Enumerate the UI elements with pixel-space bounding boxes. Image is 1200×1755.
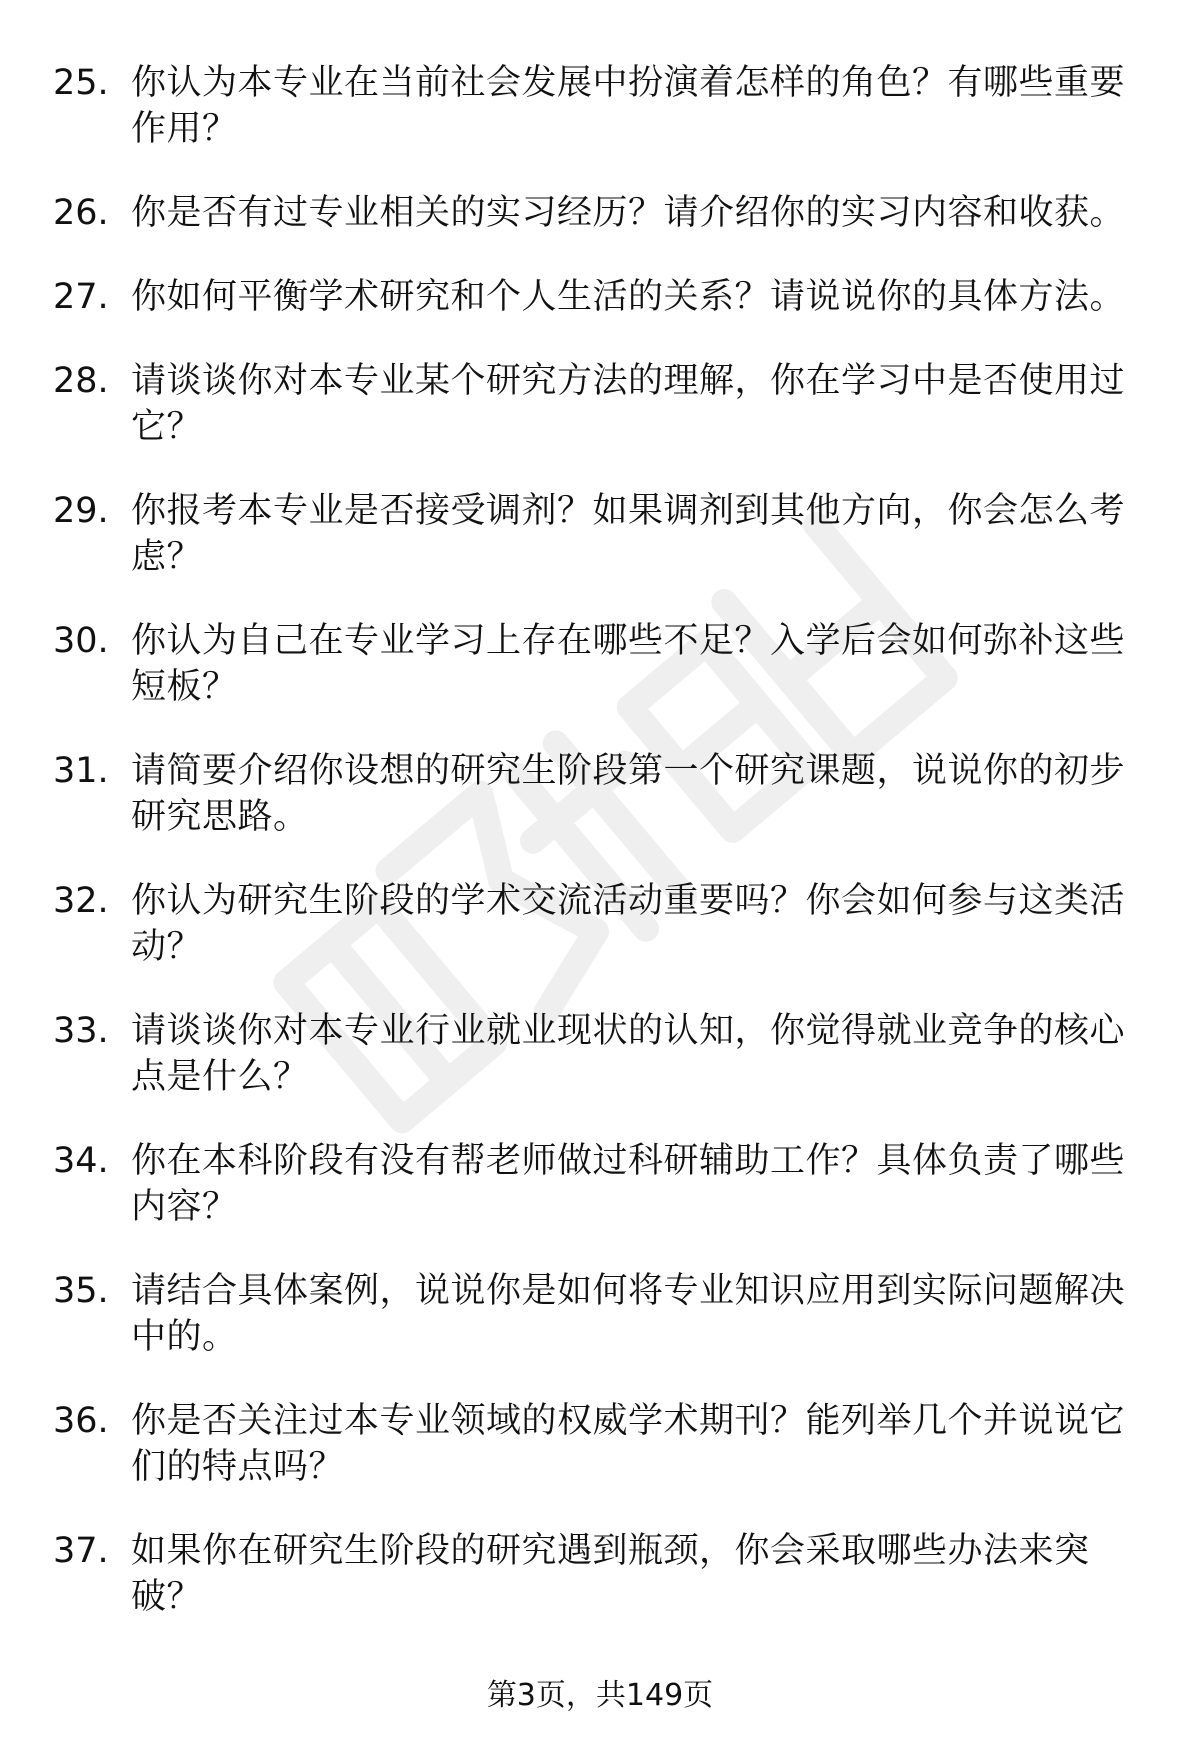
question-text: 你认为研究生阶段的学术交流活动重要吗？你会如何参与这类活动？: [131, 881, 1126, 967]
question-item: [0, 1138, 1200, 1230]
question-text: 你报考本专业是否接受调剂？如果调剂到其他方向，你会怎么考虑？: [131, 491, 1126, 577]
question-number: 27.: [53, 277, 109, 317]
question-item: [0, 1528, 1200, 1620]
question-item: [0, 190, 1200, 236]
question-list: [0, 60, 1200, 1658]
question-number: 33.: [53, 1011, 109, 1051]
question-text: 你认为本专业在当前社会发展中扮演着怎样的角色？有哪些重要作用？: [131, 63, 1126, 149]
question-number: 28.: [53, 361, 109, 401]
question-item: [0, 618, 1200, 710]
question-item: [0, 878, 1200, 970]
question-text: 你是否有过专业相关的实习经历？请介绍你的实习内容和收获。: [131, 193, 1126, 233]
question-number: 32.: [53, 881, 109, 921]
question-number: 34.: [53, 1141, 109, 1181]
question-item: [0, 488, 1200, 580]
question-item: [0, 1268, 1200, 1360]
question-text: 你在本科阶段有没有帮老师做过科研辅助工作？具体负责了哪些内容？: [131, 1141, 1126, 1227]
question-number: 26.: [53, 193, 109, 233]
question-number: 31.: [53, 751, 109, 791]
question-number: 35.: [53, 1271, 109, 1311]
question-item: [0, 748, 1200, 840]
question-number: 30.: [53, 621, 109, 661]
question-item: [0, 1398, 1200, 1490]
question-text: 你如何平衡学术研究和个人生活的关系？请说说你的具体方法。: [131, 277, 1126, 317]
question-text: 如果你在研究生阶段的研究遇到瓶颈，你会采取哪些办法来突破？: [131, 1531, 1090, 1617]
question-text: 请结合具体案例，说说你是如何将专业知识应用到实际问题解决中的。: [131, 1271, 1126, 1357]
question-number: 25.: [53, 63, 109, 103]
question-text: 请简要介绍你设想的研究生阶段第一个研究课题，说说你的初步研究思路。: [131, 751, 1126, 837]
question-item: [0, 358, 1200, 450]
question-item: [0, 60, 1200, 152]
question-item: [0, 274, 1200, 320]
question-text: 请谈谈你对本专业某个研究方法的理解，你在学习中是否使用过它？: [131, 361, 1126, 447]
question-text: 你是否关注过本专业领域的权威学术期刊？能列举几个并说说它们的特点吗？: [131, 1401, 1126, 1487]
question-number: 37.: [53, 1531, 109, 1571]
question-item: [0, 1008, 1200, 1100]
page-footer: 第3页，共149页: [486, 1678, 714, 1713]
question-number: 36.: [53, 1401, 109, 1441]
question-text: 请谈谈你对本专业行业就业现状的认知，你觉得就业竞争的核心点是什么？: [131, 1011, 1126, 1097]
question-text: 你认为自己在专业学习上存在哪些不足？入学后会如何弥补这些短板？: [131, 621, 1126, 707]
question-number: 29.: [53, 491, 109, 531]
